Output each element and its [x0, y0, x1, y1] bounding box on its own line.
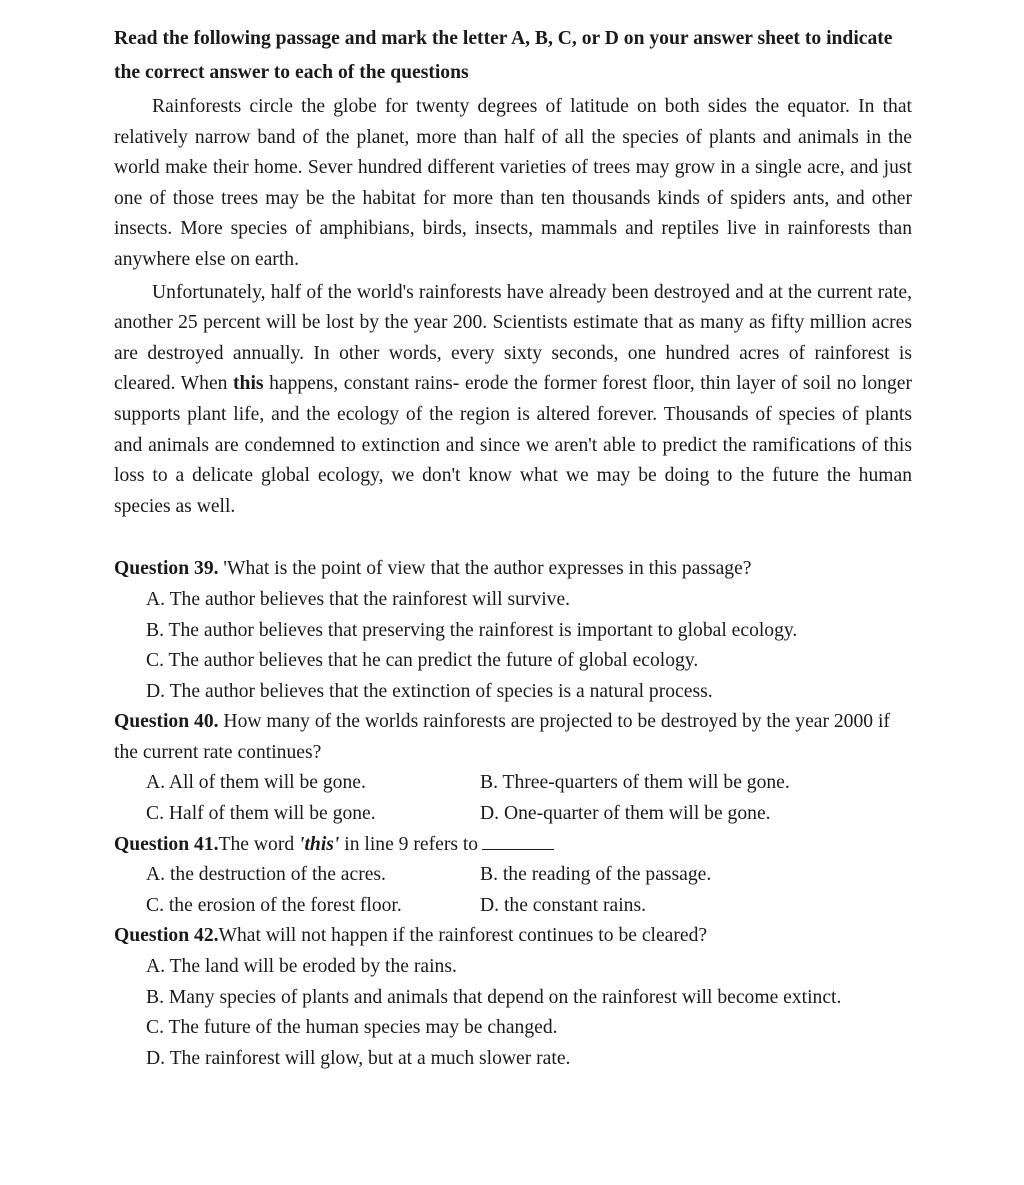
question-41-number: Question 41.	[114, 833, 219, 855]
question-39-option-d: D. The author believes that the extinction of species is a natural process.	[146, 680, 713, 702]
question-39-number: Question 39.	[114, 558, 219, 580]
reading-passage	[114, 92, 912, 522]
passage-p2-end: happens, constant rains- erode the former forest floor, thin layer of soil no longer supports plant life, and the ecology of the region is altered forever. Thousands of species of plants and animals are condemned to extinction and since we aren't able to predict the ramifications of this loss to a delicate global ecology, we don't know what we may be doing to the future the human species as well.	[114, 373, 912, 517]
question-40-options-row-1	[146, 768, 912, 799]
question-42-number: Question 42.	[114, 925, 219, 947]
question-40-option-c: C. Half of them will be gone.	[146, 803, 376, 825]
question-41-options-row-1	[146, 860, 912, 891]
instructions: Read the following passage and mark the letter A, B, C, or D on your answer sheet to indicate the correct answer to each of the questions	[114, 28, 893, 83]
question-42-option-c: C. The future of the human species may be changed.	[146, 1017, 558, 1039]
question-40-stem	[114, 707, 912, 768]
question-41	[114, 830, 912, 922]
question-40-number: Question 40.	[114, 711, 219, 733]
question-42	[114, 921, 912, 1074]
question-40-text: How many of the worlds rainforests are projected to be destroyed by the year 2000 if the current rate continues?	[114, 711, 890, 763]
question-39-option-b: B. The author believes that preserving the rainforest is important to global ecology.	[146, 619, 798, 641]
question-42-option-b: B. Many species of plants and animals that depend on the rainforest will become extinct.	[146, 986, 842, 1008]
question-list	[114, 554, 912, 1074]
passage-p2-start: Unfortunately, half of the world's rainforests have already been destroyed and at the current rate, another 25 percent will be lost by the year 200. Scientists estimate that as many as fifty million acres are destroyed annually. In other words, every sixty seconds, one hundred acres of rainforest is cleared. When	[114, 281, 912, 395]
question-41-option-c: C. the erosion of the forest floor.	[146, 894, 402, 916]
question-40-option-b: B. Three-quarters of them will be gone.	[480, 772, 790, 794]
question-39	[114, 554, 912, 707]
question-39-option-a: A. The author believes that the rainforest will survive.	[146, 588, 571, 610]
question-41-options-row-2	[146, 891, 912, 922]
question-41-option-d: D. the constant rains.	[480, 894, 646, 916]
question-41-option-b: B. the reading of the passage.	[480, 864, 712, 886]
answer-blank	[482, 848, 554, 850]
question-42-stem	[114, 921, 912, 952]
question-40	[114, 707, 912, 829]
question-40-options-row-2	[146, 799, 912, 830]
question-42-option-d: D. The rainforest will glow, but at a much slower rate.	[146, 1047, 571, 1069]
passage-keyword-this: this	[233, 373, 264, 395]
passage-paragraph-2	[114, 278, 912, 523]
question-40-option-d: D. One-quarter of them will be gone.	[480, 803, 771, 825]
question-41-stem	[114, 830, 912, 861]
question-40-option-a: A. All of them will be gone.	[146, 772, 366, 794]
question-41-text-end: in line 9 refers to	[339, 833, 479, 855]
question-42-option-a: A. The land will be eroded by the rains.	[146, 956, 457, 978]
question-41-text-start: The word	[218, 833, 300, 855]
question-42-text: What will not happen if the rainforest continues to be cleared?	[218, 925, 708, 947]
passage-paragraph-1: Rainforests circle the globe for twenty degrees of latitude on both sides the equator. In that relatively narrow band of the planet, more than half of all the species of plants and animals in the world make their home. Sever hundred different varieties of trees may grow in a single acre, and just one of those trees may be the habitat for more than ten thousands kinds of spiders ants, and other insects. More species of amphibians, birds, insects, mammals and reptiles live in rainforests than anywhere else on earth.	[114, 96, 912, 270]
question-39-option-c: C. The author believes that he can predict the future of global ecology.	[146, 650, 699, 672]
question-41-quoted-word: 'this'	[299, 833, 340, 855]
question-39-text: 'What is the point of view that the author expresses in this passage?	[218, 558, 752, 580]
question-39-stem	[114, 554, 912, 585]
question-41-option-a: A. the destruction of the acres.	[146, 864, 386, 886]
